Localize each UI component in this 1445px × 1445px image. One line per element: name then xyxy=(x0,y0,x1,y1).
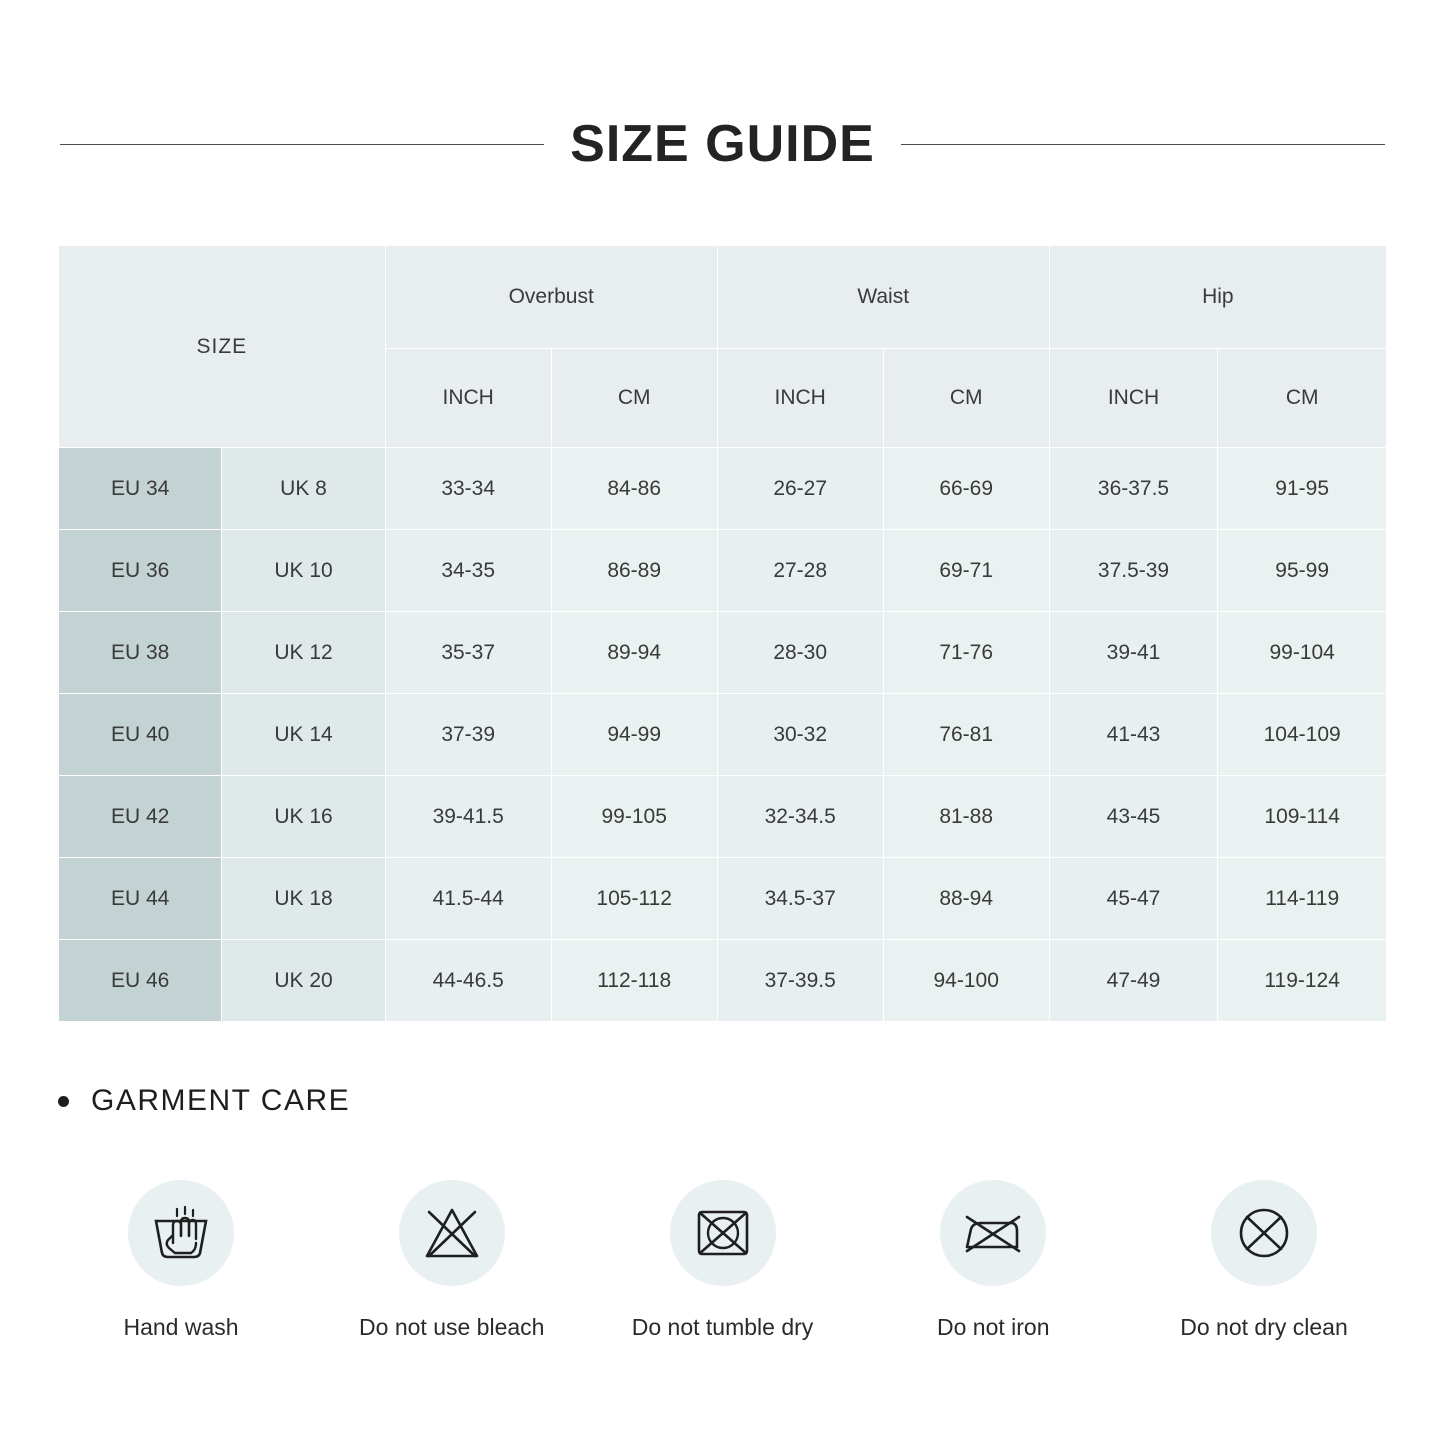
header-unit-overbust-inch: INCH xyxy=(385,349,551,448)
cell-overbust-cm: 84-86 xyxy=(551,448,717,530)
table-row xyxy=(59,530,1387,612)
page-title-row xyxy=(0,0,1445,173)
cell-waist-cm: 69-71 xyxy=(883,530,1049,612)
cell-uk-size: UK 12 xyxy=(222,612,385,694)
cell-uk-size: UK 18 xyxy=(222,858,385,940)
table-row xyxy=(59,694,1387,776)
cell-waist-cm: 71-76 xyxy=(883,612,1049,694)
care-label-hand-wash: Hand wash xyxy=(123,1314,239,1340)
hand-wash-icon xyxy=(128,1180,234,1286)
cell-waist-cm: 94-100 xyxy=(883,940,1049,1022)
care-icons-row xyxy=(0,1118,1445,1341)
care-item-no-tumble-dry xyxy=(588,1180,858,1341)
cell-overbust-cm: 86-89 xyxy=(551,530,717,612)
care-item-no-dry-clean xyxy=(1129,1180,1399,1341)
header-unit-hip-cm: CM xyxy=(1218,349,1387,448)
cell-hip-inch: 39-41 xyxy=(1049,612,1218,694)
care-label-no-dry-clean: Do not dry clean xyxy=(1180,1314,1348,1340)
cell-overbust-cm: 94-99 xyxy=(551,694,717,776)
cell-eu-size: EU 40 xyxy=(59,694,222,776)
cell-hip-inch: 47-49 xyxy=(1049,940,1218,1022)
cell-hip-cm: 99-104 xyxy=(1218,612,1387,694)
size-chart-table xyxy=(58,245,1387,1022)
cell-waist-inch: 28-30 xyxy=(717,612,883,694)
cell-hip-inch: 41-43 xyxy=(1049,694,1218,776)
cell-waist-inch: 26-27 xyxy=(717,448,883,530)
bullet-icon xyxy=(58,1096,69,1107)
cell-hip-cm: 91-95 xyxy=(1218,448,1387,530)
cell-overbust-inch: 37-39 xyxy=(385,694,551,776)
garment-care-heading xyxy=(0,1022,1445,1118)
cell-hip-cm: 114-119 xyxy=(1218,858,1387,940)
no-iron-icon xyxy=(940,1180,1046,1286)
cell-waist-cm: 88-94 xyxy=(883,858,1049,940)
cell-eu-size: EU 38 xyxy=(59,612,222,694)
cell-overbust-inch: 33-34 xyxy=(385,448,551,530)
cell-waist-inch: 34.5-37 xyxy=(717,858,883,940)
cell-eu-size: EU 34 xyxy=(59,448,222,530)
cell-waist-inch: 37-39.5 xyxy=(717,940,883,1022)
table-row xyxy=(59,448,1387,530)
cell-overbust-cm: 112-118 xyxy=(551,940,717,1022)
cell-eu-size: EU 36 xyxy=(59,530,222,612)
cell-waist-cm: 81-88 xyxy=(883,776,1049,858)
cell-hip-inch: 45-47 xyxy=(1049,858,1218,940)
table-row xyxy=(59,858,1387,940)
cell-overbust-cm: 89-94 xyxy=(551,612,717,694)
cell-hip-inch: 36-37.5 xyxy=(1049,448,1218,530)
no-tumble-dry-icon xyxy=(670,1180,776,1286)
cell-eu-size: EU 44 xyxy=(59,858,222,940)
cell-hip-cm: 109-114 xyxy=(1218,776,1387,858)
table-header-groups xyxy=(59,246,1387,349)
title-rule-right xyxy=(901,144,1385,145)
cell-overbust-inch: 35-37 xyxy=(385,612,551,694)
header-group-overbust: Overbust xyxy=(385,246,717,349)
page-title: SIZE GUIDE xyxy=(570,115,875,173)
cell-overbust-inch: 44-46.5 xyxy=(385,940,551,1022)
no-bleach-icon xyxy=(399,1180,505,1286)
header-unit-waist-cm: CM xyxy=(883,349,1049,448)
cell-overbust-inch: 41.5-44 xyxy=(385,858,551,940)
table-row xyxy=(59,776,1387,858)
care-item-hand-wash xyxy=(46,1180,316,1341)
table-row xyxy=(59,940,1387,1022)
cell-hip-inch: 43-45 xyxy=(1049,776,1218,858)
no-dry-clean-icon xyxy=(1211,1180,1317,1286)
cell-waist-inch: 27-28 xyxy=(717,530,883,612)
care-label-no-iron: Do not iron xyxy=(936,1314,1050,1340)
cell-overbust-inch: 34-35 xyxy=(385,530,551,612)
cell-overbust-inch: 39-41.5 xyxy=(385,776,551,858)
cell-hip-cm: 95-99 xyxy=(1218,530,1387,612)
cell-hip-cm: 104-109 xyxy=(1218,694,1387,776)
care-label-no-tumble-dry: Do not tumble dry xyxy=(631,1314,814,1340)
cell-waist-inch: 30-32 xyxy=(717,694,883,776)
table-row xyxy=(59,612,1387,694)
size-table-wrapper xyxy=(0,170,1445,1022)
care-item-no-iron xyxy=(858,1180,1128,1341)
cell-uk-size: UK 20 xyxy=(222,940,385,1022)
header-size: SIZE xyxy=(59,246,386,448)
cell-hip-cm: 119-124 xyxy=(1218,940,1387,1022)
cell-uk-size: UK 10 xyxy=(222,530,385,612)
header-unit-overbust-cm: CM xyxy=(551,349,717,448)
header-unit-waist-inch: INCH xyxy=(717,349,883,448)
cell-overbust-cm: 99-105 xyxy=(551,776,717,858)
cell-eu-size: EU 46 xyxy=(59,940,222,1022)
header-group-hip: Hip xyxy=(1049,246,1386,349)
care-label-no-bleach: Do not use bleach xyxy=(359,1314,545,1340)
cell-waist-cm: 66-69 xyxy=(883,448,1049,530)
header-unit-hip-inch: INCH xyxy=(1049,349,1218,448)
header-group-waist: Waist xyxy=(717,246,1049,349)
cell-uk-size: UK 14 xyxy=(222,694,385,776)
cell-hip-inch: 37.5-39 xyxy=(1049,530,1218,612)
cell-eu-size: EU 42 xyxy=(59,776,222,858)
garment-care-title: GARMENT CARE xyxy=(91,1084,351,1117)
cell-uk-size: UK 16 xyxy=(222,776,385,858)
title-rule-left xyxy=(60,144,544,145)
cell-waist-inch: 32-34.5 xyxy=(717,776,883,858)
care-item-no-bleach xyxy=(317,1180,587,1341)
cell-uk-size: UK 8 xyxy=(222,448,385,530)
cell-overbust-cm: 105-112 xyxy=(551,858,717,940)
cell-waist-cm: 76-81 xyxy=(883,694,1049,776)
